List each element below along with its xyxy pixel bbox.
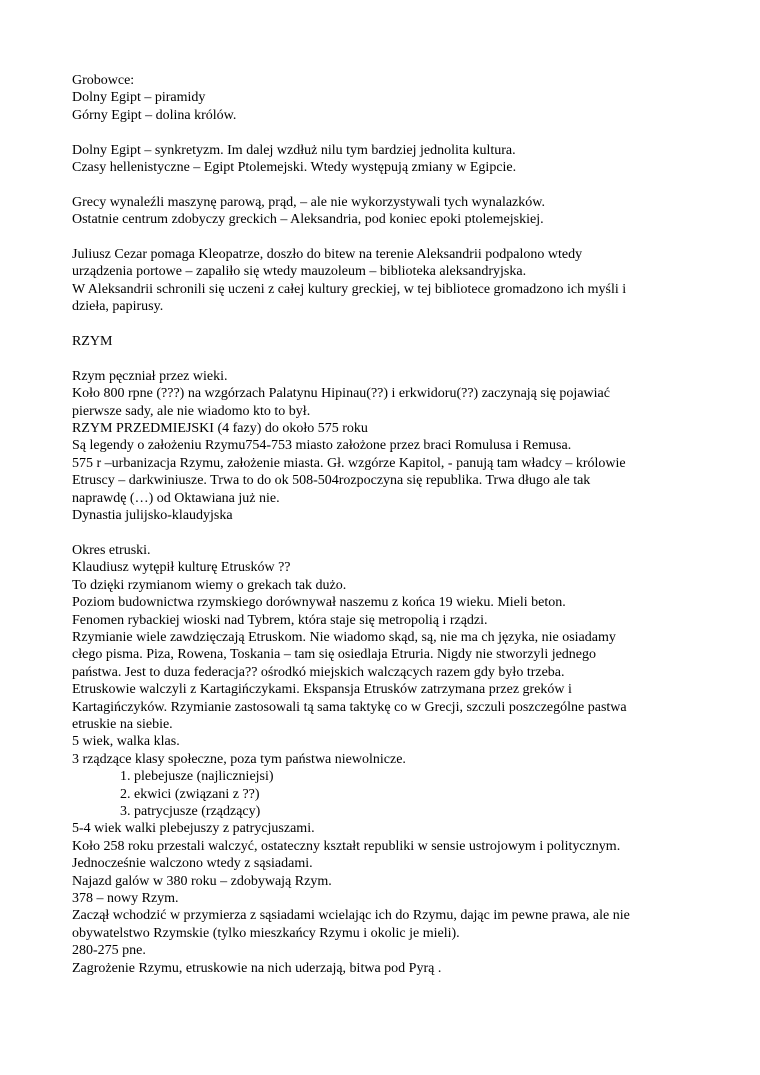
list-text: ekwici (związani z ??): [134, 786, 260, 802]
text-line: Koło 800 rpne (???) na wzgórzach Palatynu Hipinau(??) i erkwidoru(??) zaczynają się pojawiać: [72, 386, 610, 402]
blank-line: [72, 229, 697, 246]
text-line: cłego pisma. Piza, Rowena, Toskania – tam się osiedlaja Etruria. Nigdy nie stworzyli jednego: [72, 647, 597, 663]
text-line: Czasy hellenistyczne – Egipt Ptolemejski. Wtedy występują zmiany w Egipcie.: [72, 160, 517, 176]
text-line: Górny Egipt – dolina królów.: [72, 107, 237, 123]
text-line: Kartagińczyków. Rzymianie zastosowali tą sama taktykę co w Grecji, szczuli poszczególne pastwa: [72, 699, 627, 715]
text-line: Najazd galów w 380 roku – zdobywają Rzym.: [72, 873, 332, 889]
list-item: [72, 768, 697, 785]
text-line: Etruskowie walczyli z Kartagińczykami. Ekspansja Etrusków zatrzymana przez greków i: [72, 682, 572, 698]
paragraph-tombs: [72, 72, 697, 124]
list-number: 1.: [120, 769, 131, 785]
text-line: Klaudiusz wytępił kulturę Etrusków ??: [72, 560, 291, 576]
paragraph-rome: [72, 368, 697, 525]
text-line: Juliusz Cezar pomaga Kleopatrze, doszło do bitew na terenie Aleksandrii podpalono wtedy: [72, 247, 583, 263]
blank-line: [72, 524, 697, 541]
text-line: Dynastia julijsko-klaudyjska: [72, 508, 233, 524]
paragraph-greeks: [72, 194, 697, 229]
text-line: Jednocześnie walczono wtedy z sąsiadami.: [72, 856, 313, 872]
text-line: 5-4 wiek walki plebejuszy z patrycjuszami.: [72, 821, 315, 837]
list-text: plebejusze (najliczniejsi): [134, 769, 274, 785]
list-number: 3.: [120, 803, 131, 819]
text-line: Rzymianie wiele zawdzięczają Etruskom. Nie wiadomo skąd, są, nie ma ch języka, nie osiadamy: [72, 629, 616, 645]
text-line: dzieła, papirusy.: [72, 299, 164, 315]
blank-line: [72, 124, 697, 141]
paragraph-etruscan: [72, 542, 697, 977]
list-text: patrycjusze (rządzący): [134, 803, 261, 819]
text-line: Grecy wynaleźli maszynę parową, prąd, – ale nie wykorzystywali tych wynalazków.: [72, 194, 545, 210]
document-body: [72, 72, 697, 977]
list-item: [72, 786, 697, 803]
text-line: Etruscy – darkwiniusze. Trwa to do ok 508-504rozpoczyna się republika. Trwa długo ale tak: [72, 473, 591, 489]
section-heading-rome: RZYM: [72, 334, 113, 350]
text-line: Dolny Egipt – synkretyzm. Im dalej wzdłuż nilu tym bardziej jednolita kultura.: [72, 142, 516, 158]
text-line: Okres etruski.: [72, 542, 151, 558]
numbered-list-classes: [72, 768, 697, 820]
text-line: Zagrożenie Rzymu, etruskowie na nich uderzają, bitwa pod Pyrą .: [72, 960, 442, 976]
text-line: RZYM PRZEDMIEJSKI (4 fazy) do około 575 roku: [72, 421, 368, 437]
text-line: Dolny Egipt – piramidy: [72, 90, 206, 106]
list-number: 2.: [120, 786, 131, 802]
text-line: Grobowce:: [72, 73, 135, 88]
list-item: [72, 803, 697, 820]
text-line: Rzym pęczniał przez wieki.: [72, 368, 228, 384]
text-line: urządzenia portowe – zapaliło się wtedy mauzoleum – biblioteka aleksandryjska.: [72, 264, 527, 280]
blank-line: [72, 176, 697, 193]
text-line: Fenomen rybackiej wioski nad Tybrem, która staje się metropolią i rządzi.: [72, 612, 488, 628]
text-line: państwa. Jest to duza federacja?? ośrodkó miejskich walczących razem gdy było trzeba.: [72, 664, 565, 680]
paragraph-lower-egypt: [72, 142, 697, 177]
text-line: 378 – nowy Rzym.: [72, 890, 179, 906]
text-line: 280-275 pne.: [72, 943, 146, 959]
text-line: Są legendy o założeniu Rzymu754-753 miasto założone przez braci Romulusa i Remusa.: [72, 438, 572, 454]
text-line: pierwsze sady, ale nie wiadomo kto to był.: [72, 403, 311, 419]
blank-line: [72, 316, 697, 333]
blank-line: [72, 350, 697, 367]
text-line: 5 wiek, walka klas.: [72, 734, 180, 750]
text-line: Poziom budownictwa rzymskiego dorównywał naszemu z końca 19 wieku. Mieli beton.: [72, 595, 566, 611]
text-line: 3 rządzące klasy społeczne, poza tym państwa niewolnicze.: [72, 751, 406, 767]
text-line: 575 r –urbanizacja Rzymu, założenie miasta. Gł. wzgórze Kapitol, - panują tam władcy – królowie: [72, 455, 626, 471]
text-line: To dzięki rzymianom wiemy o grekach tak dużo.: [72, 577, 347, 593]
text-line: naprawdę (…) od Oktawiana już nie.: [72, 490, 280, 506]
text-line: obywatelstwo Rzymskie (tylko mieszkańcy Rzymu i okolic je mieli).: [72, 925, 460, 941]
text-line: Ostatnie centrum zdobyczy greckich – Aleksandria, pod koniec epoki ptolemejskiej.: [72, 212, 544, 228]
text-line: Koło 258 roku przestali walczyć, ostateczny kształt republiki w sensie ustrojowym i politycznym.: [72, 838, 621, 854]
text-line: etruskie na siebie.: [72, 716, 173, 732]
paragraph-caesar: [72, 246, 697, 316]
text-line: W Aleksandrii schronili się uczeni z całej kultury greckiej, w tej bibliotece gromadzono ich myśli i: [72, 281, 627, 297]
text-line: Zaczął wchodzić w przymierza z sąsiadami wcielając ich do Rzymu, dając im pewne prawa, ale nie: [72, 908, 630, 924]
